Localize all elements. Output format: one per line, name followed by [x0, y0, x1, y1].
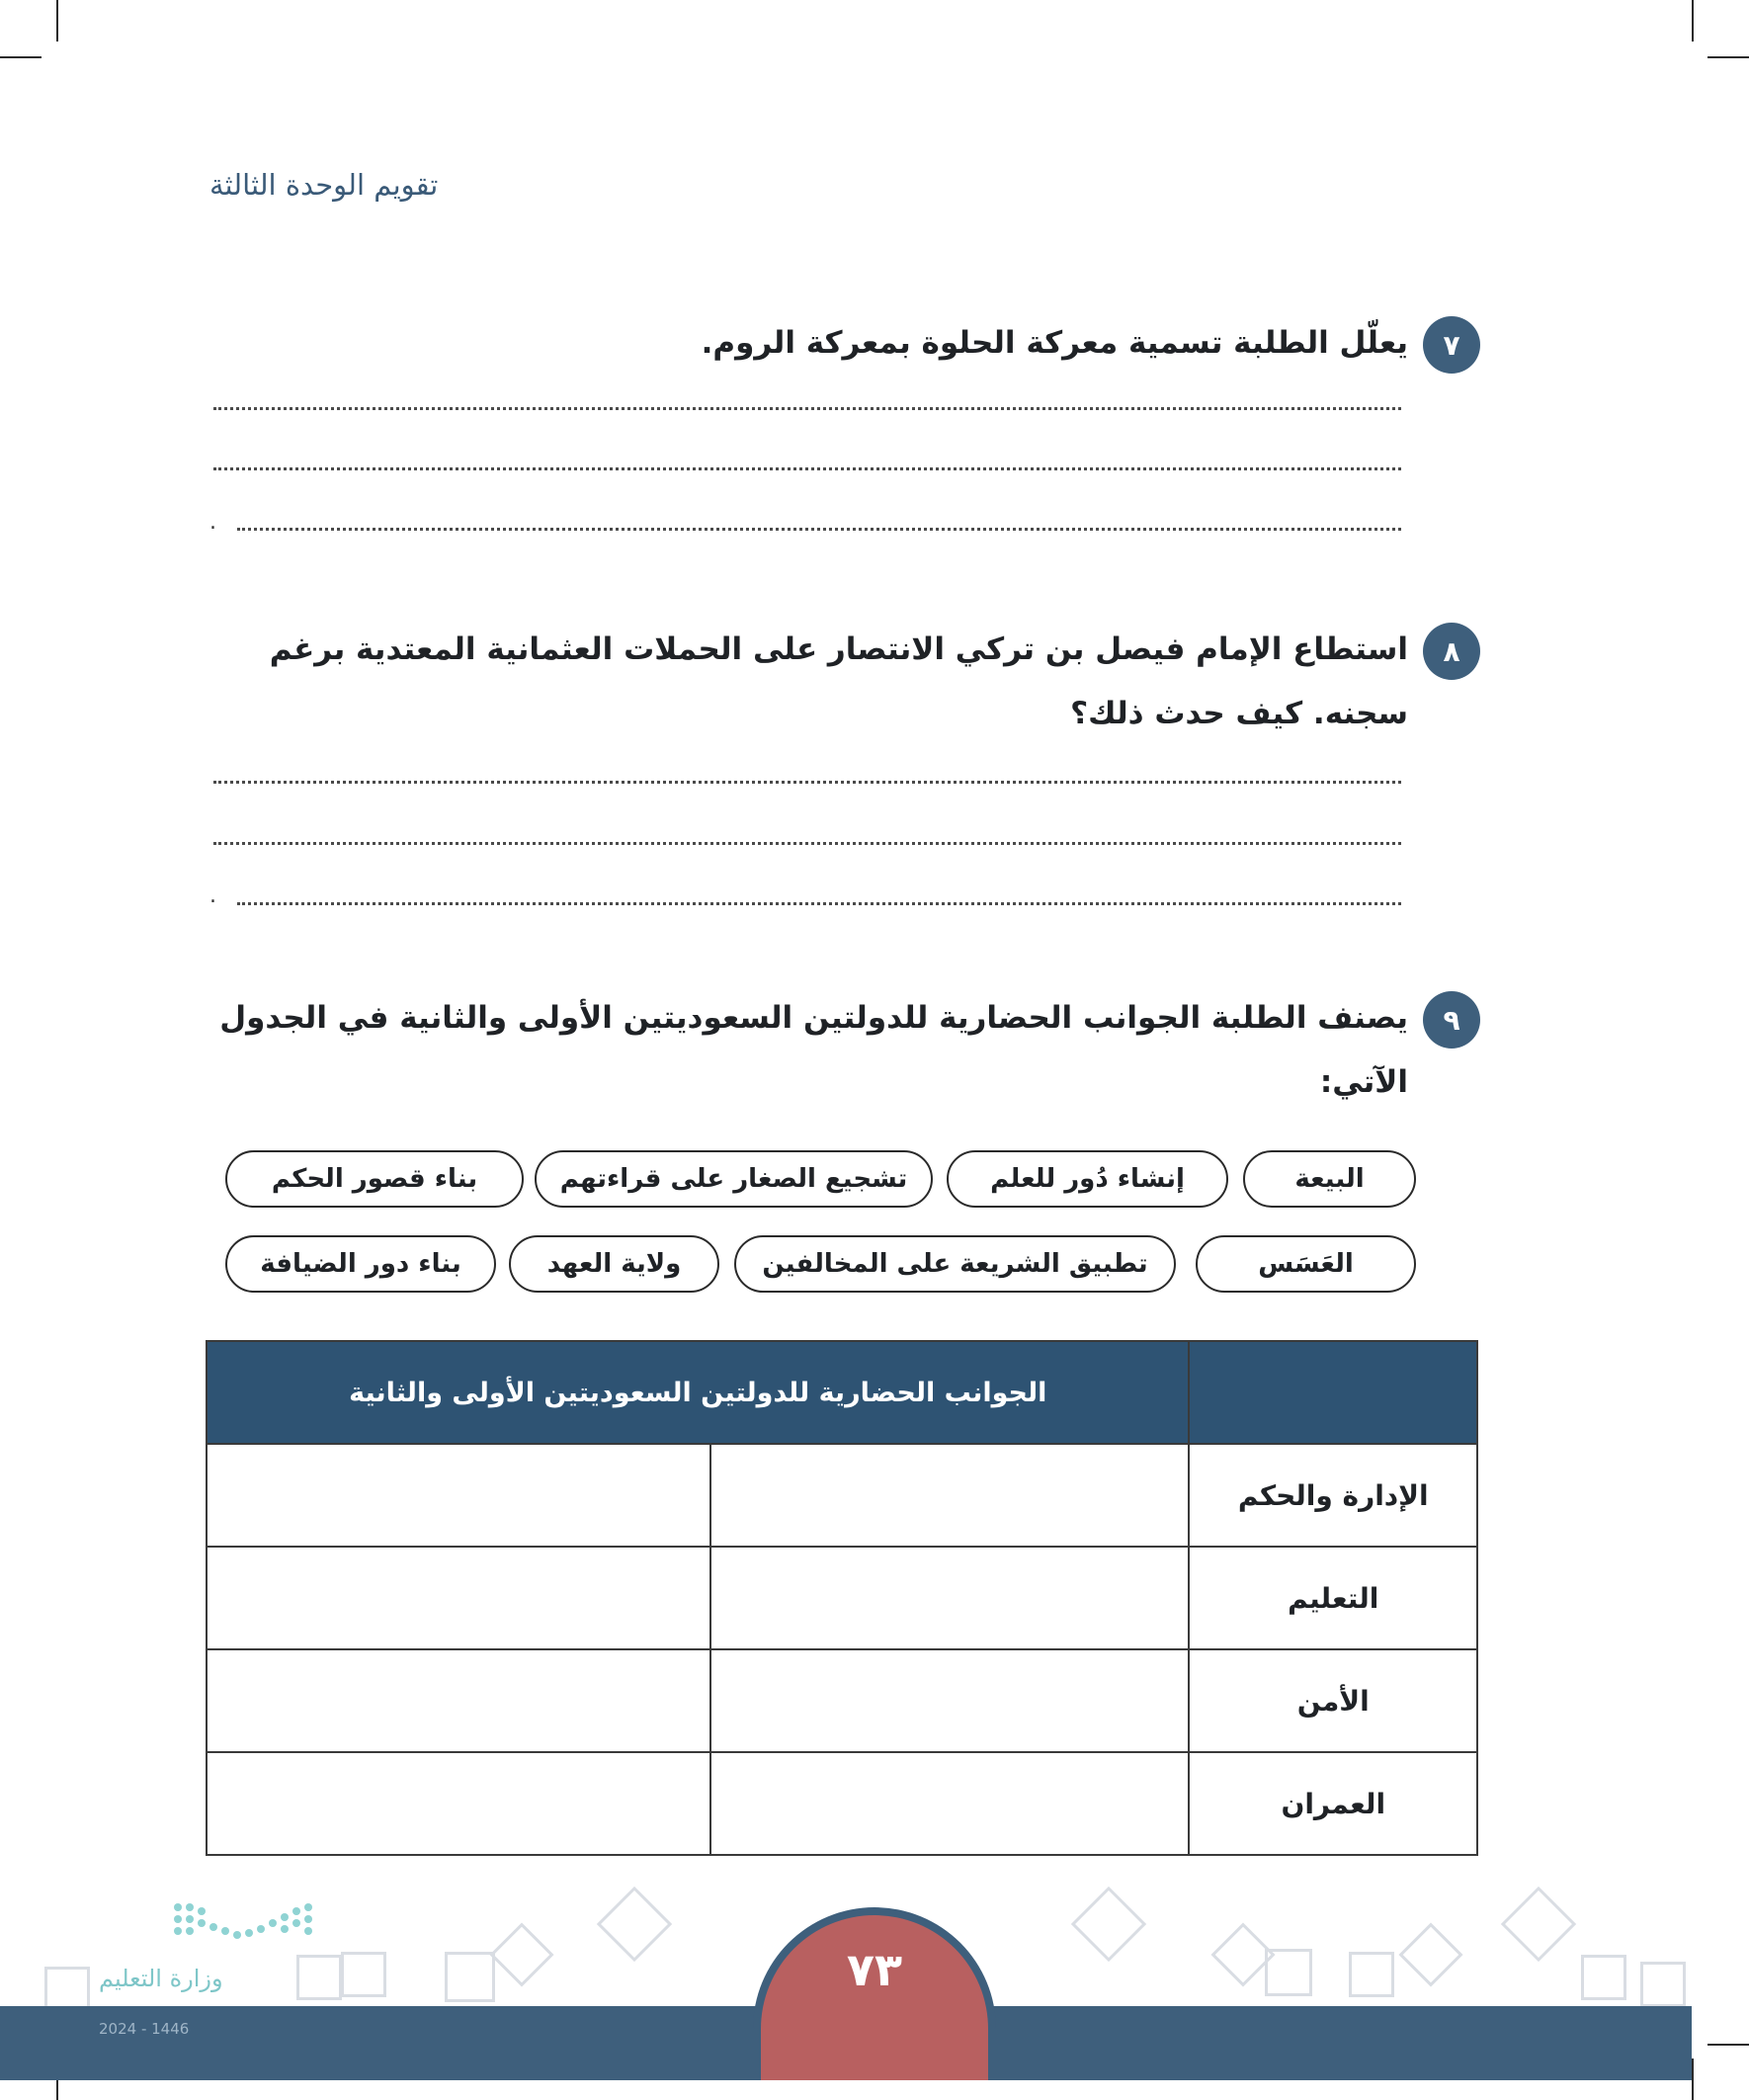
decorative-square [296, 1955, 342, 2000]
answer-cell[interactable] [207, 1752, 710, 1855]
answer-line[interactable] [213, 407, 1401, 410]
answer-end-mark: . [209, 883, 216, 908]
answer-cell[interactable] [207, 1547, 710, 1649]
decorative-diamond [1398, 1922, 1462, 1986]
chip-encourage-reading[interactable]: تشجيع الصغار على قراءتهم [535, 1150, 933, 1208]
decorative-diamond [597, 1887, 672, 1962]
chip-allegiance[interactable]: البيعة [1243, 1150, 1416, 1208]
classification-table [206, 1340, 1478, 1856]
decorative-square [1265, 1949, 1312, 1996]
question-9-text-line1: يصنف الطلبة الجوانب الحضارية للدولتين السعوديتين الأولى والثانية في الجدول [219, 1000, 1408, 1036]
answer-line[interactable] [237, 902, 1401, 905]
answer-line[interactable] [213, 842, 1401, 845]
chip-schools[interactable]: إنشاء دُور للعلم [947, 1150, 1228, 1208]
decorative-diamond [1071, 1887, 1146, 1962]
answer-cell[interactable] [710, 1752, 1189, 1855]
table-row [207, 1547, 1477, 1649]
table-header-corner [1189, 1341, 1477, 1444]
decorative-square [445, 1952, 495, 2002]
answer-cell[interactable] [207, 1444, 710, 1547]
answer-cell[interactable] [207, 1649, 710, 1752]
row-label-administration: الإدارة والحكم [1189, 1444, 1477, 1547]
table-row [207, 1444, 1477, 1547]
answer-cell[interactable] [710, 1649, 1189, 1752]
question-8-text-line2: سجنه. كيف حدث ذلك؟ [1070, 696, 1408, 731]
chip-night-patrol[interactable]: العَسَس [1196, 1235, 1416, 1293]
decorative-diamond [489, 1922, 553, 1986]
table-header: الجوانب الحضارية للدولتين السعوديتين الأولى والثانية [207, 1341, 1189, 1444]
question-7-number: ٧ [1423, 316, 1480, 374]
question-8-text-line1: استطاع الإمام فيصل بن تركي الانتصار على الحملات العثمانية المعتدية برغم [269, 631, 1408, 667]
page-number-tab [753, 1907, 996, 2080]
decorative-square [1349, 1952, 1394, 1997]
table-row [207, 1649, 1477, 1752]
row-label-education: التعليم [1189, 1547, 1477, 1649]
crop-mark [1707, 56, 1749, 58]
answer-end-mark: . [209, 510, 216, 535]
question-9-text-line2: الآتي: [1319, 1064, 1408, 1100]
crop-mark [1692, 0, 1694, 42]
decorative-square [1640, 1962, 1686, 2007]
chip-crown-prince[interactable]: ولاية العهد [509, 1235, 719, 1293]
answer-cell[interactable] [710, 1444, 1189, 1547]
row-label-urbanism: العمران [1189, 1752, 1477, 1855]
crop-mark [1692, 2058, 1694, 2100]
chip-sharia[interactable]: تطبيق الشريعة على المخالفين [734, 1235, 1176, 1293]
edition-year: 2024 - 1446 [99, 2020, 190, 2038]
chip-palaces[interactable]: بناء قصور الحكم [225, 1150, 524, 1208]
ministry-logo-dots-icon [168, 1897, 326, 1957]
question-9-number: ٩ [1423, 991, 1480, 1049]
decorative-diamond [1501, 1887, 1576, 1962]
answer-line[interactable] [237, 528, 1401, 531]
page-number: ٧٣ [846, 1943, 903, 1996]
table-row [207, 1752, 1477, 1855]
decorative-square [341, 1952, 386, 1997]
unit-review-title: تقويم الوحدة الثالثة [209, 168, 439, 202]
chip-guest-houses[interactable]: بناء دور الضيافة [225, 1235, 496, 1293]
ministry-logo-text: وزارة التعليم [99, 1965, 223, 1992]
decorative-square [1581, 1955, 1626, 2000]
crop-mark [0, 56, 42, 58]
answer-cell[interactable] [710, 1547, 1189, 1649]
question-7-text: يعلّل الطلبة تسمية معركة الحلوة بمعركة الروم. [701, 325, 1408, 361]
question-8-number: ٨ [1423, 623, 1480, 680]
crop-mark [1707, 2044, 1749, 2046]
row-label-security: الأمن [1189, 1649, 1477, 1752]
crop-mark [56, 0, 58, 42]
answer-line[interactable] [213, 781, 1401, 784]
answer-line[interactable] [213, 467, 1401, 470]
